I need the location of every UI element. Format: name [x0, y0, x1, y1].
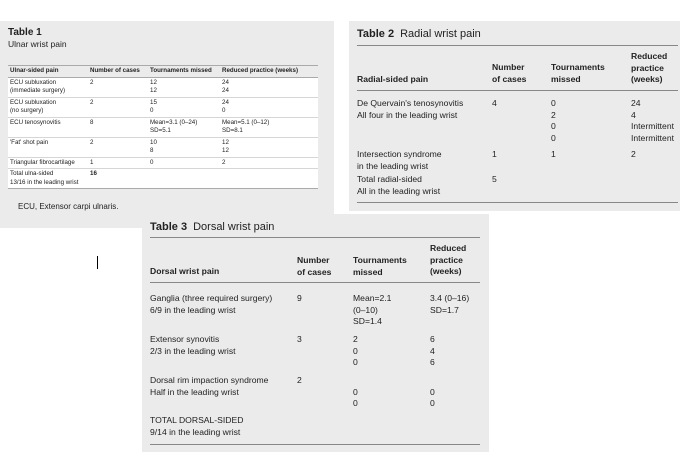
- table3-header: Tournaments missed: [353, 255, 407, 277]
- table3-cell: Ganglia (three required surgery) 6/9 in the leading wrist: [150, 293, 273, 315]
- table1-cell: 12 12: [148, 77, 220, 97]
- table1-cell: 0: [148, 157, 220, 169]
- table1-cell: 12 12: [220, 137, 318, 157]
- table1-cell: Total ulna-sided 13/16 in the leading wrist: [8, 169, 88, 189]
- table3-cell: TOTAL DORSAL-SIDED 9/14 in the leading wrist: [150, 415, 244, 437]
- table1-footnote: ECU, Extensor carpi ulnaris.: [18, 202, 119, 211]
- table1-cell: ECU tenosynovitis: [8, 117, 88, 137]
- table3-header-rule: [150, 282, 480, 283]
- table1-cell: ECU subluxation (immediate surgery): [8, 77, 88, 97]
- table3-cell: Mean=2.1 (0–10) SD=1.4: [353, 293, 392, 326]
- table3-cell: 3: [297, 334, 302, 344]
- table2-cell: 2: [631, 149, 636, 159]
- table3-cell: 6 4 6: [430, 334, 435, 367]
- table1-cell: 15 0: [148, 97, 220, 117]
- table2-cell: 1: [551, 149, 556, 159]
- table1-cell: 8: [88, 117, 148, 137]
- table1-cell: 10 8: [148, 137, 220, 157]
- table3-cell: Dorsal rim impaction syndrome Half in the leading wrist: [150, 375, 269, 397]
- table2-cell: Intersection syndrome in the leading wrist: [357, 149, 442, 171]
- table1-cell: [220, 169, 318, 189]
- table2-cell: 5: [492, 174, 497, 184]
- table1-cell: 'Fat' shot pain: [8, 137, 88, 157]
- table1-cell: Triangular fibrocartilage: [8, 157, 88, 169]
- table2-cell: 24 4 Intermittent Intermittent: [631, 98, 674, 143]
- table3-cell: 2 0 0: [353, 334, 358, 367]
- table2-top-rule: [357, 45, 678, 46]
- table1-row: [8, 169, 318, 189]
- table2-header: Reduced practice (weeks): [631, 51, 668, 84]
- table3-panel: [142, 214, 489, 452]
- table1-row: [8, 137, 318, 157]
- table1-cell: 2: [88, 77, 148, 97]
- table2-caption: [357, 28, 481, 40]
- table3-header: Dorsal wrist pain: [150, 266, 220, 276]
- table1-cell: Mean=5.1 (0–12) SD=8.1: [220, 117, 318, 137]
- table2-cell: 1: [492, 149, 497, 159]
- table3-header: Number of cases: [297, 255, 332, 277]
- text-cursor: [97, 256, 98, 269]
- table3-bottom-rule: [150, 444, 480, 445]
- table1-cell: 2: [220, 157, 318, 169]
- table2-bottom-rule: [357, 202, 678, 203]
- table3-title: Dorsal wrist pain: [193, 221, 275, 233]
- table3-cell: 0 0: [353, 386, 358, 408]
- table2-cell: De Quervain's tenosynovitis All four in the leading wrist: [357, 98, 464, 120]
- table2-label: Table 2: [357, 28, 395, 40]
- table1-cell: 1: [88, 157, 148, 169]
- table1-header: Ulnar-sided pain: [8, 66, 88, 78]
- table1-subtitle: Ulnar wrist pain: [8, 39, 67, 49]
- table1-title: Table 1: [8, 27, 42, 38]
- table2-cell: 4: [492, 98, 497, 108]
- table1-row: [8, 97, 318, 117]
- table1-header: Number of cases: [88, 66, 148, 78]
- table1-cell: 16: [88, 169, 148, 189]
- table1-cell: 2: [88, 137, 148, 157]
- table1-row: [8, 117, 318, 137]
- table1-row: [8, 77, 318, 97]
- table3-cell: 3.4 (0–16) SD=1.7: [430, 293, 470, 315]
- table3-cell: Extensor synovitis 2/3 in the leading wrist: [150, 334, 236, 356]
- table1-cell: 2: [88, 97, 148, 117]
- table2-title: Radial wrist pain: [400, 28, 481, 40]
- table1-cell: [148, 169, 220, 189]
- table1-row: [8, 157, 318, 169]
- table1-panel: [0, 21, 334, 228]
- table1-body: [8, 77, 318, 189]
- table2-cell: Total radial-sided All in the leading wrist: [357, 174, 441, 196]
- table3-top-rule: [150, 237, 480, 238]
- table3-caption: [150, 221, 274, 233]
- table3-header: Reduced practice (weeks): [430, 243, 467, 276]
- table1-grid: [8, 65, 318, 189]
- table2-header: Tournaments missed: [551, 62, 605, 84]
- table3-cell: 2: [297, 375, 302, 385]
- table1-cell: ECU subluxation (no surgery): [8, 97, 88, 117]
- table2-panel: [349, 21, 680, 211]
- table2-header: Number of cases: [492, 62, 527, 84]
- table3-cell: 9: [297, 293, 302, 303]
- table3-label: Table 3: [150, 221, 188, 233]
- table1-cell: 24 0: [220, 97, 318, 117]
- table3-cell: 0 0: [430, 386, 435, 408]
- table1-cell: 24 24: [220, 77, 318, 97]
- table1-cell: Mean=3.1 (0–24) SD=5.1: [148, 117, 220, 137]
- table2-cell: 0 2 0 0: [551, 98, 556, 143]
- table2-header: Radial-sided pain: [357, 74, 429, 84]
- table2-header-rule: [357, 90, 678, 91]
- table1-header: Reduced practice (weeks): [220, 66, 318, 78]
- table1-header: Tournaments missed: [148, 66, 220, 78]
